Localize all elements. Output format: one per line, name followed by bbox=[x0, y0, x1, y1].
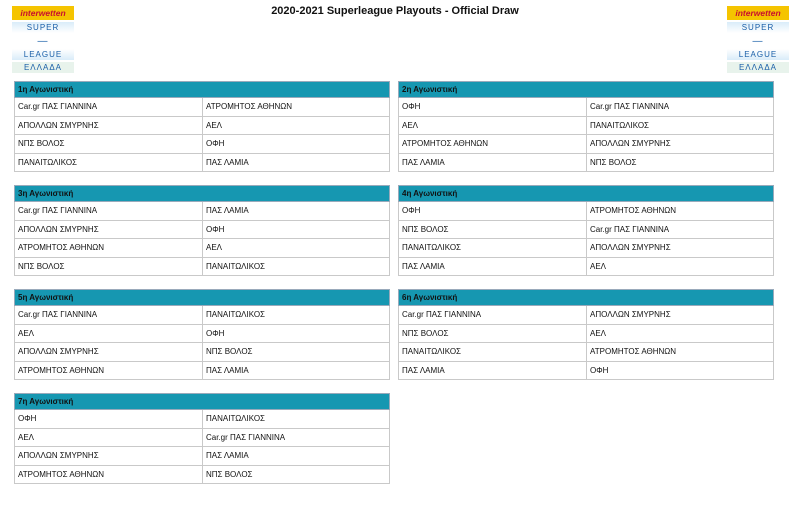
away-team: ΝΠΣ ΒΟΛΟΣ bbox=[586, 154, 773, 172]
away-team: Car.gr ΠΑΣ ΓΙΑΝΝΙΝΑ bbox=[202, 429, 389, 447]
away-team: ΑΠΟΛΛΩΝ ΣΜΥΡΝΗΣ bbox=[586, 306, 773, 324]
logo-line-4: ΕΛΛΑΔΑ bbox=[727, 62, 789, 73]
away-team: ΠΑΝΑΙΤΩΛΙΚΟΣ bbox=[586, 117, 773, 135]
away-team: ΠΑΝΑΙΤΩΛΙΚΟΣ bbox=[202, 306, 389, 324]
away-team: ΑΕΛ bbox=[586, 258, 773, 276]
home-team: ΝΠΣ ΒΟΛΟΣ bbox=[402, 224, 449, 234]
away-team: ΑΠΟΛΛΩΝ ΣΜΥΡΝΗΣ bbox=[586, 135, 773, 153]
match-row bbox=[398, 202, 774, 221]
logo-line-4: ΕΛΛΑΔΑ bbox=[12, 62, 74, 73]
round-block bbox=[14, 393, 390, 484]
round-block bbox=[398, 81, 774, 172]
round-header: 7η Αγωνιστική bbox=[14, 393, 390, 410]
logo-line-3: LEAGUE bbox=[12, 49, 74, 60]
logo-line-2: — bbox=[37, 36, 49, 47]
home-team: ΠΑΣ ΛΑΜΙΑ bbox=[402, 157, 445, 167]
away-team: ΑΕΛ bbox=[202, 239, 389, 257]
round-block bbox=[14, 289, 390, 380]
round-header: 6η Αγωνιστική bbox=[398, 289, 774, 306]
home-team: Car.gr ΠΑΣ ΓΙΑΝΝΙΝΑ bbox=[18, 310, 98, 319]
match-row bbox=[398, 362, 774, 381]
home-team: ΑΠΟΛΛΩΝ ΣΜΥΡΝΗΣ bbox=[18, 451, 99, 460]
match-row bbox=[14, 202, 390, 221]
match-row bbox=[14, 447, 390, 466]
away-team: ΑΕΛ bbox=[202, 117, 389, 135]
home-team: Car.gr ΠΑΣ ΓΙΑΝΝΙΝΑ bbox=[402, 310, 482, 319]
round-block bbox=[398, 289, 774, 380]
away-team: ΟΦΗ bbox=[202, 135, 389, 153]
home-team: ΑΤΡΟΜΗΤΟΣ ΑΘΗΝΩΝ bbox=[18, 365, 105, 375]
home-team: ΑΠΟΛΛΩΝ ΣΜΥΡΝΗΣ bbox=[18, 120, 99, 130]
home-team: ΑΠΟΛΛΩΝ ΣΜΥΡΝΗΣ bbox=[18, 347, 99, 356]
away-team: ΠΑΝΑΙΤΩΛΙΚΟΣ bbox=[202, 258, 389, 276]
away-team: ΠΑΣ ΛΑΜΙΑ bbox=[202, 362, 389, 380]
logo-brand: interwetten bbox=[12, 6, 74, 20]
home-team: ΑΕΛ bbox=[18, 432, 35, 442]
match-row bbox=[14, 306, 390, 325]
home-team: ΝΠΣ ΒΟΛΟΣ bbox=[402, 328, 449, 338]
home-team: ΑΤΡΟΜΗΤΟΣ ΑΘΗΝΩΝ bbox=[18, 243, 105, 252]
round-header: 3η Αγωνιστική bbox=[14, 185, 390, 202]
round-block bbox=[14, 81, 390, 172]
home-team: ΠΑΣ ΛΑΜΙΑ bbox=[402, 365, 445, 375]
away-team: ΑΤΡΟΜΗΤΟΣ ΑΘΗΝΩΝ bbox=[202, 98, 389, 116]
round-header: 4η Αγωνιστική bbox=[398, 185, 774, 202]
home-team: ΠΑΝΑΙΤΩΛΙΚΟΣ bbox=[402, 347, 461, 356]
home-team: ΝΠΣ ΒΟΛΟΣ bbox=[18, 139, 65, 148]
logo-line-1: SUPER bbox=[12, 22, 74, 33]
home-team: ΟΦΗ bbox=[402, 102, 421, 111]
match-row bbox=[398, 343, 774, 362]
page-title: 2020-2021 Superleague Playouts - Official Draw bbox=[271, 5, 519, 17]
round-header: 1η Αγωνιστική bbox=[14, 81, 390, 98]
away-team: ΟΦΗ bbox=[202, 325, 389, 343]
match-row bbox=[14, 221, 390, 240]
match-row bbox=[398, 154, 774, 173]
away-team: ΑΠΟΛΛΩΝ ΣΜΥΡΝΗΣ bbox=[586, 239, 773, 257]
match-row bbox=[398, 325, 774, 344]
home-team: ΠΑΣ ΛΑΜΙΑ bbox=[402, 261, 445, 271]
away-team: ΟΦΗ bbox=[202, 221, 389, 239]
home-team: ΝΠΣ ΒΟΛΟΣ bbox=[18, 261, 65, 271]
logo-line-3: LEAGUE bbox=[727, 49, 789, 60]
superleague-logo bbox=[12, 6, 74, 74]
match-row bbox=[14, 98, 390, 117]
match-row bbox=[398, 135, 774, 154]
home-team: ΟΦΗ bbox=[18, 414, 37, 423]
away-team: ΑΤΡΟΜΗΤΟΣ ΑΘΗΝΩΝ bbox=[586, 202, 773, 220]
away-team: ΑΕΛ bbox=[586, 325, 773, 343]
match-row bbox=[14, 325, 390, 344]
match-row bbox=[14, 343, 390, 362]
home-team: ΑΤΡΟΜΗΤΟΣ ΑΘΗΝΩΝ bbox=[402, 139, 489, 148]
home-team: ΑΤΡΟΜΗΤΟΣ ΑΘΗΝΩΝ bbox=[18, 469, 105, 479]
home-team: Car.gr ΠΑΣ ΓΙΑΝΝΙΝΑ bbox=[18, 206, 98, 215]
match-row bbox=[398, 239, 774, 258]
match-row bbox=[14, 239, 390, 258]
match-row bbox=[398, 258, 774, 277]
round-block bbox=[14, 185, 390, 276]
away-team: ΟΦΗ bbox=[586, 362, 773, 380]
superleague-logo bbox=[727, 6, 789, 74]
match-row bbox=[14, 135, 390, 154]
away-team: ΝΠΣ ΒΟΛΟΣ bbox=[202, 343, 389, 361]
away-team: ΑΤΡΟΜΗΤΟΣ ΑΘΗΝΩΝ bbox=[586, 343, 773, 361]
match-row bbox=[14, 410, 390, 429]
match-row bbox=[14, 466, 390, 485]
home-team: ΑΕΛ bbox=[402, 120, 419, 130]
away-team: ΠΑΣ ΛΑΜΙΑ bbox=[202, 154, 389, 172]
away-team: Car.gr ΠΑΣ ΓΙΑΝΝΙΝΑ bbox=[586, 98, 773, 116]
logo-line-1: SUPER bbox=[727, 22, 789, 33]
away-team: Car.gr ΠΑΣ ΓΙΑΝΝΙΝΑ bbox=[586, 221, 773, 239]
home-team: Car.gr ΠΑΣ ΓΙΑΝΝΙΝΑ bbox=[18, 102, 98, 111]
match-row bbox=[398, 117, 774, 136]
away-team: ΠΑΣ ΛΑΜΙΑ bbox=[202, 202, 389, 220]
match-row bbox=[14, 258, 390, 277]
home-team: ΑΠΟΛΛΩΝ ΣΜΥΡΝΗΣ bbox=[18, 224, 99, 234]
home-team: ΑΕΛ bbox=[18, 328, 35, 338]
away-team: ΝΠΣ ΒΟΛΟΣ bbox=[202, 466, 389, 484]
home-team: ΟΦΗ bbox=[402, 206, 421, 215]
away-team: ΠΑΣ ΛΑΜΙΑ bbox=[202, 447, 389, 465]
match-row bbox=[14, 154, 390, 173]
logo-brand: interwetten bbox=[727, 6, 789, 20]
home-team: ΠΑΝΑΙΤΩΛΙΚΟΣ bbox=[18, 157, 77, 167]
away-team: ΠΑΝΑΙΤΩΛΙΚΟΣ bbox=[202, 410, 389, 428]
match-row bbox=[14, 429, 390, 448]
round-header: 2η Αγωνιστική bbox=[398, 81, 774, 98]
match-row bbox=[398, 306, 774, 325]
home-team: ΠΑΝΑΙΤΩΛΙΚΟΣ bbox=[402, 243, 461, 252]
match-row bbox=[14, 362, 390, 381]
match-row bbox=[14, 117, 390, 136]
match-row bbox=[398, 98, 774, 117]
match-row bbox=[398, 221, 774, 240]
round-header: 5η Αγωνιστική bbox=[14, 289, 390, 306]
logo-line-2: — bbox=[752, 36, 764, 47]
round-block bbox=[398, 185, 774, 276]
